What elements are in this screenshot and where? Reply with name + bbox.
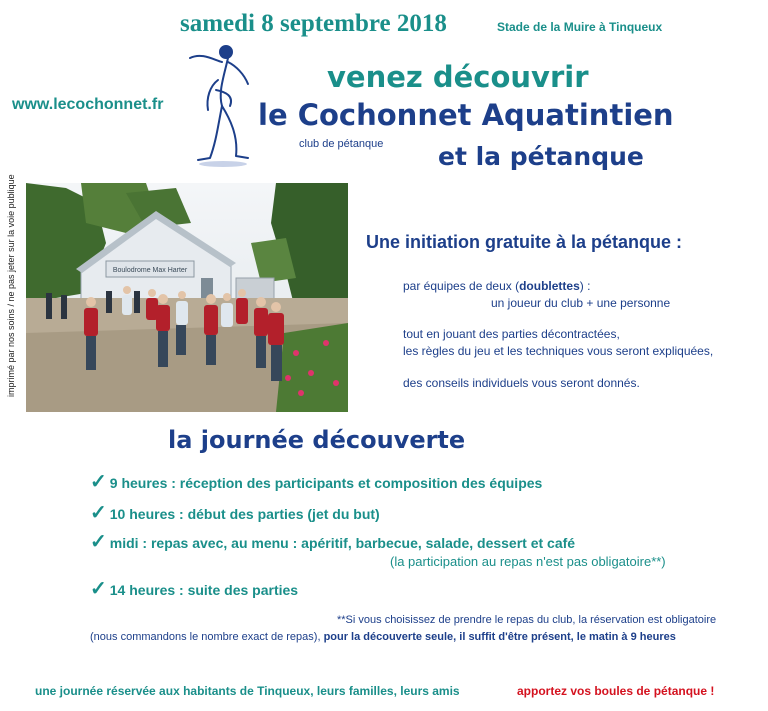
headline-discover: venez découvrir — [327, 60, 589, 94]
footer-bring-boules: apportez vos boules de pétanque ! — [517, 684, 715, 698]
check-icon: ✓ — [90, 502, 107, 524]
club-name: le Cochonnet Aquatintien — [258, 98, 674, 132]
journee-title: la journée découverte — [168, 426, 466, 454]
check-icon: ✓ — [90, 471, 107, 493]
teams-suffix: ) : — [579, 279, 591, 293]
event-date: samedi 8 septembre 2018 — [180, 10, 447, 37]
schedule-item — [90, 500, 380, 525]
building-sign: Boulodrome Max Harter — [112, 267, 188, 274]
schedule-item — [90, 469, 542, 494]
headline-petanque: et la pétanque — [438, 142, 644, 171]
reservation-note: **Si vous choisissez de prendre le repas du club, la réservation est obligatoire — [337, 614, 717, 626]
presence-note — [90, 631, 676, 643]
event-location: Stade de la Muire à Tinqueux — [497, 20, 663, 34]
schedule-text: 9 heures : réception des participants et composition des équipes — [109, 475, 543, 491]
schedule-text: 10 heures : début des parties (jet du but) — [109, 506, 380, 522]
teams-detail: un joueur du club + une personne — [491, 296, 671, 310]
presence-note-bold: pour la découverte seule, il suffit d'être présent, le matin à 9 heures — [323, 631, 676, 643]
casual-games-line: tout en jouant des parties décontractées, — [403, 327, 620, 341]
schedule-item — [90, 576, 298, 601]
initiation-title: Une initiation gratuite à la pétanque : — [366, 232, 683, 252]
rules-explained-line: les règles du jeu et les techniques vous seront expliquées, — [403, 344, 714, 358]
check-icon: ✓ — [90, 531, 107, 553]
teams-bold: doublettes — [519, 279, 580, 293]
boulodrome-photo — [26, 183, 348, 412]
teams-line — [403, 279, 590, 293]
club-subtitle: club de pétanque — [299, 138, 384, 150]
print-notice: imprimé par nos soins / ne pas jeter sur la voie publique — [6, 174, 16, 397]
petanque-player-logo — [188, 40, 258, 168]
footer-audience: une journée réservée aux habitants de Tinqueux, leurs familles, leurs amis — [35, 684, 460, 698]
meal-note: (la participation au repas n'est pas obligatoire**) — [390, 554, 666, 569]
advice-line: des conseils individuels vous seront donnés. — [403, 376, 640, 390]
schedule-text: midi : repas avec, au menu : apéritif, barbecue, salade, dessert et café — [109, 535, 576, 551]
teams-prefix: par équipes de deux ( — [403, 279, 520, 293]
schedule-text: 14 heures : suite des parties — [109, 582, 299, 598]
website-link[interactable]: www.lecochonnet.fr — [12, 96, 164, 113]
presence-note-normal: (nous commandons le nombre exact de repas), — [90, 631, 324, 643]
check-icon: ✓ — [90, 578, 107, 600]
schedule-item — [90, 529, 575, 554]
